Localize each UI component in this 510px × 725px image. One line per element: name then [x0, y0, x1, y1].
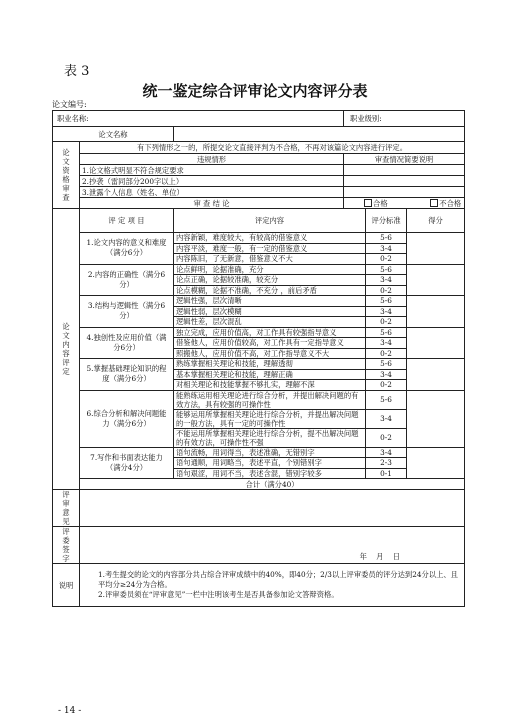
score-standard: 5-6 [366, 264, 407, 275]
criteria-content: 论点正确，论据较准确，较充分 [174, 275, 366, 286]
qualification-side-label: 论文资格审查 [53, 142, 80, 209]
criteria-content: 熟练掌握相关理论和技能，理解透彻 [174, 359, 366, 370]
criteria-content: 能够运用所掌握相关理论进行综合分析，并提出解决问题的一般方法，具有一定的可操作性 [174, 409, 366, 428]
paper-title-field[interactable] [174, 127, 465, 142]
criteria-content: 语句流畅，用词得当，表述准确，无错别字 [174, 447, 366, 458]
score-standard: 0-2 [366, 317, 407, 328]
score-standard: 3-4 [366, 447, 407, 458]
qualification-intro: 有下列情形之一的，所提交论文直接评判为不合格，不再对该篇论文内容进行评定。 [80, 142, 465, 154]
score-standard: 3-4 [366, 338, 407, 349]
violation-item: 3.泄露个人信息（姓名、单位） [80, 187, 344, 198]
page-title: 统一鉴定综合评审论文内容评分表 [142, 82, 368, 100]
score-input[interactable] [407, 327, 465, 359]
score-standard: 0-1 [366, 468, 407, 479]
note-line-1: 1.考生提交的论文的内容部分共占综合评审成绩中的40%，即40分；2/3以上评审委员的评分达到24分以上、且平均分≥24分为合格。 [98, 570, 458, 589]
violation-item: 1.论文格式明显不符合规定要求 [80, 165, 344, 176]
col-item-header: 评 定 项 目 [80, 209, 174, 233]
criteria-row [53, 447, 465, 458]
criteria-row [53, 296, 465, 307]
table-number: 表 3 [64, 64, 90, 79]
criteria-row [53, 233, 465, 244]
criteria-content: 论点鲜明，论据准确，充分 [174, 264, 366, 275]
criteria-name: 2.内容的正确性（满分6分） [80, 264, 174, 296]
occupation-level-label: 职业级别: [350, 114, 382, 123]
criteria-content: 照搬他人，应用价值不高，对工作指导意义不大 [174, 348, 366, 359]
criteria-name: 1.论文内容的意义和难度（满分6分） [80, 233, 174, 265]
score-standard: 2-3 [366, 458, 407, 469]
score-standard: 5-6 [366, 327, 407, 338]
col-situation-header: 违规情形 [80, 154, 344, 165]
criteria-content: 论点模糊，论据不准确，不充分 ，前后矛盾 [174, 285, 366, 296]
occupation-name-cell[interactable] [53, 111, 344, 127]
pass-checkbox[interactable] [364, 199, 388, 208]
review-note-field[interactable] [344, 176, 465, 187]
paper-number-label: 论文编号: [52, 100, 87, 109]
score-standard: 5-6 [366, 390, 407, 409]
notes-label: 说明 [53, 564, 80, 607]
criteria-row [53, 327, 465, 338]
occupation-name-label: 职业名称: [57, 114, 89, 123]
score-standard: 3-4 [366, 369, 407, 380]
col-standard-header: 评分标准 [366, 209, 407, 233]
criteria-row [53, 390, 465, 409]
review-note-field[interactable] [344, 187, 465, 198]
violation-item: 2.抄袭（雷同部分200字以上） [80, 176, 344, 187]
criteria-name: 5.掌握基础理论知识的程度（满分6分） [80, 359, 174, 391]
conclusion-label: 审 查 结 论 [80, 198, 344, 209]
criteria-content: 语句通顺，用词略当，表述平直，个别错别字 [174, 458, 366, 469]
col-review-header: 审查情况简要说明 [344, 154, 465, 165]
score-standard: 0-2 [366, 285, 407, 296]
signature-field[interactable] [80, 527, 465, 564]
date-text: 年 月 日 [359, 552, 401, 561]
total-label: 合计（满分40） [80, 479, 465, 490]
score-standard: 0-2 [366, 254, 407, 265]
review-note-field[interactable] [344, 165, 465, 176]
criteria-content: 能熟练运用相关理论进行综合分析，并提出解决问题的有效方法，具有较强的可操作性 [174, 390, 366, 409]
criteria-name: 7.写作和书面表达能力（满分4分） [80, 447, 174, 479]
checkbox-icon [364, 199, 372, 207]
col-content-header: 评定内容 [174, 209, 366, 233]
criteria-row [53, 264, 465, 275]
criteria-content: 逻辑性差，层次混乱 [174, 317, 366, 328]
fail-label: 不合格 [439, 198, 462, 208]
paper-title-label: 论文名称 [53, 127, 174, 142]
criteria-content: 语句艰涩，用词不当，表述含混，错别字较多 [174, 468, 366, 479]
opinion-label: 评审意见 [53, 490, 80, 527]
conclusion-options [344, 198, 465, 209]
score-standard: 5-6 [366, 359, 407, 370]
criteria-row [53, 359, 465, 370]
criteria-content: 内容新颖，难度较大，有较高的借鉴意义 [174, 233, 366, 244]
score-standard: 0-2 [366, 380, 407, 391]
checkbox-icon [430, 199, 438, 207]
criteria-content: 借鉴他人，应用价值较高，对工作具有一定指导意义 [174, 338, 366, 349]
criteria-name: 4.独创性及应用价值（满分6分） [80, 327, 174, 359]
score-standard: 3-4 [366, 409, 407, 428]
criteria-name: 6.综合分析和解决问题能力（满分6分） [80, 390, 174, 447]
col-score-header: 得分 [407, 209, 465, 233]
criteria-content: 对相关理论和技能掌握不够扎实，理解不深 [174, 380, 366, 391]
criteria-content: 内容陈旧，了无新意，借鉴意义不大 [174, 254, 366, 265]
score-standard: 0-2 [366, 428, 407, 447]
score-table [52, 110, 464, 607]
score-standard: 5-6 [366, 233, 407, 244]
criteria-content: 内容平淡，难度一般，有一定的借鉴意义 [174, 243, 366, 254]
score-input[interactable] [407, 264, 465, 296]
notes-content [80, 564, 465, 607]
score-input[interactable] [407, 447, 465, 479]
fail-checkbox[interactable] [430, 199, 461, 208]
occupation-level-cell[interactable] [344, 111, 465, 127]
note-line-2: 2.评审委员须在“评审意见”一栏中注明该考生是否具备参加论文答辩资格。 [98, 590, 339, 599]
evaluation-side-label: 论文内容评定 [53, 209, 80, 490]
score-standard: 3-4 [366, 243, 407, 254]
criteria-content: 基本掌握相关理论和技能，理解正确 [174, 369, 366, 380]
score-input[interactable] [407, 296, 465, 328]
score-input[interactable] [407, 233, 465, 265]
criteria-content: 独立完成，应用价值高，对工作具有较强指导意义 [174, 327, 366, 338]
criteria-content: 不能运用所掌握相关理论进行综合分析，提不出解决问题的有效方法，可操作性不强 [174, 428, 366, 447]
page-number: - 14 - [58, 706, 82, 716]
score-standard: 3-4 [366, 306, 407, 317]
score-standard: 5-6 [366, 296, 407, 307]
criteria-name: 3.结构与逻辑性（满分6分） [80, 296, 174, 328]
score-standard: 3-4 [366, 275, 407, 286]
opinion-field[interactable] [80, 490, 465, 527]
pass-label: 合格 [373, 198, 388, 208]
criteria-content: 逻辑性强，层次清晰 [174, 296, 366, 307]
score-standard: 0-2 [366, 348, 407, 359]
score-input[interactable] [407, 390, 465, 447]
criteria-content: 逻辑性弱，层次模糊 [174, 306, 366, 317]
signature-label: 评委签字 [53, 527, 80, 564]
score-input[interactable] [407, 359, 465, 391]
